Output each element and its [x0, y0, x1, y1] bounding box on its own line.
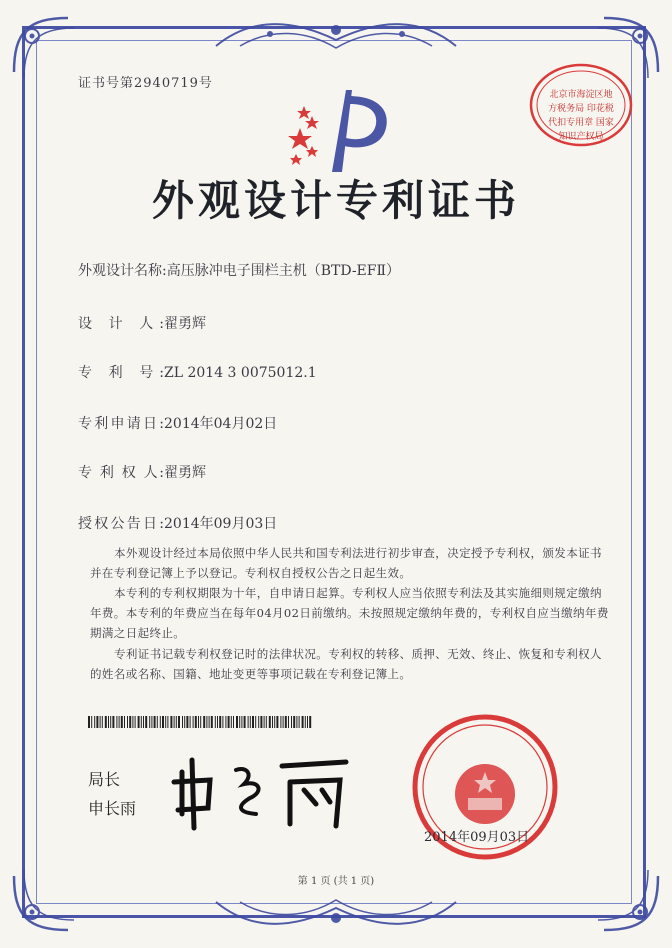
corner-ornament: [8, 850, 94, 936]
barcode-bar: [91, 716, 92, 728]
barcode-bar: [132, 716, 133, 728]
paragraph-text: 专利证书记载专利权登记时的法律状况。专利权的转移、质押、无效、终止、恢复和专利权人的姓名或名称、国籍、地址变更等事项记载在专利登记簿上。: [90, 647, 602, 681]
barcode-bar: [138, 716, 140, 728]
top-ornament: [210, 16, 462, 56]
barcode-bar: [209, 716, 210, 728]
barcode-bar: [88, 716, 90, 728]
barcode-bar: [276, 716, 278, 728]
field-label: 专利申请日:: [78, 416, 164, 432]
director-title: 局长: [88, 770, 121, 789]
barcode-bar: [258, 716, 259, 728]
barcode-bar: [145, 716, 147, 728]
barcode-bar: [260, 716, 262, 728]
field-value: 2014年09月03日: [164, 516, 278, 532]
paragraph-text: 本专利的专利权期限为十年，自申请日起算。专利权人应当依照专利法及其实施细则规定缴纳年费。本专利的年费应当在每年04月02日前缴纳。未按照规定缴纳年费的，专利权自应当缴纳年费期满之日起终止。: [90, 586, 609, 640]
patent-number-field: [78, 362, 317, 382]
barcode-bar: [154, 716, 156, 728]
barcode-bar: [264, 716, 265, 728]
barcode-bar: [266, 716, 267, 728]
barcode-bar: [176, 716, 177, 728]
patentee-field: [78, 462, 206, 482]
barcode-bar: [167, 716, 168, 728]
barcode-bar: [157, 716, 158, 728]
barcode-bar: [269, 716, 271, 728]
barcode-bar: [228, 716, 230, 728]
field-value: 翟勇辉: [164, 465, 206, 481]
barcode-bar: [149, 716, 150, 728]
barcode-bar: [96, 716, 98, 728]
design-name-field: [78, 260, 400, 280]
barcode-bar: [274, 716, 275, 728]
tax-stamp-text: 北京市海淀区地方税务局 印花税 代扣专用章 国家知识产权局: [548, 90, 614, 142]
barcode-bar: [302, 716, 304, 728]
barcode-bar: [124, 716, 125, 728]
barcode-bar: [186, 716, 188, 728]
barcode-bar: [116, 716, 117, 728]
cnipa-logo: [282, 88, 394, 174]
barcode-bar: [160, 716, 161, 728]
certificate-number: 证书号第2940719号: [78, 76, 213, 91]
barcode-bar: [272, 716, 273, 728]
body-paragraph: [90, 644, 610, 684]
barcode-bar: [143, 716, 144, 728]
barcode-bar: [141, 716, 142, 728]
barcode-bar: [217, 716, 218, 728]
field-value: ZL 2014 3 0075012.1: [164, 365, 317, 381]
barcode-bar: [182, 716, 183, 728]
barcode-bar: [174, 716, 175, 728]
barcode-bar: [151, 716, 152, 728]
barcode-bar: [110, 716, 111, 728]
field-label: 授权公告日:: [78, 516, 164, 532]
barcode-bar: [112, 716, 114, 728]
barcode-bar: [127, 716, 128, 728]
document-title: 外观设计专利证书: [151, 176, 520, 225]
barcode-bar: [165, 716, 166, 728]
barcode-bar: [244, 716, 246, 728]
application-date-field: [78, 413, 277, 433]
corner-ornament: [578, 850, 664, 936]
barcode-bar: [283, 716, 284, 728]
barcode-bar: [225, 716, 226, 728]
barcode-bar: [121, 716, 123, 728]
barcode-bar: [102, 716, 103, 728]
barcode-bar: [299, 716, 300, 728]
barcode-bar: [233, 716, 234, 728]
barcode-bar: [291, 716, 292, 728]
barcode-bar: [200, 716, 201, 728]
field-value: 2014年04月02日: [164, 416, 278, 432]
barcode-bar: [195, 716, 197, 728]
barcode-bar: [206, 716, 207, 728]
barcode-bar: [252, 716, 254, 728]
barcode-bar: [222, 716, 223, 728]
barcode-bar: [239, 716, 240, 728]
barcode-bar: [100, 716, 101, 728]
barcode-bar: [198, 716, 199, 728]
body-paragraph: [90, 543, 610, 583]
field-label: 专 利 号:: [78, 365, 164, 381]
field-label: 专 利 权 人:: [78, 465, 164, 481]
director-signature: [170, 752, 360, 832]
page-number: 第 1 页 (共 1 页): [297, 876, 375, 887]
field-value: 高压脉冲电子围栏主机（BTD-EFⅡ）: [166, 263, 401, 279]
barcode-bar: [211, 716, 213, 728]
barcode-bar: [94, 716, 95, 728]
barcode-bar: [280, 716, 281, 728]
barcode-bar: [248, 716, 249, 728]
barcode-bar: [170, 716, 172, 728]
field-value: 翟勇辉: [164, 316, 206, 332]
barcode-bar: [255, 716, 256, 728]
designer-field: [78, 313, 206, 333]
barcode-bar: [309, 716, 311, 728]
barcode-bar: [129, 716, 131, 728]
barcode-bar: [193, 716, 194, 728]
grant-date-field: [78, 513, 277, 533]
paragraph-text: 本外观设计经过本局依照中华人民共和国专利法进行初步审查，决定授予专利权，颁发本证书并在专利登记簿上予以登记。专利权自授权公告之日起生效。: [90, 546, 602, 580]
field-label: 外观设计名称:: [78, 263, 167, 279]
barcode-bar: [236, 716, 238, 728]
barcode-bar: [184, 716, 185, 728]
barcode: [88, 716, 314, 728]
barcode-bar: [231, 716, 232, 728]
barcode-bar: [288, 716, 289, 728]
barcode-bar: [162, 716, 164, 728]
barcode-bar: [250, 716, 251, 728]
barcode-bar: [178, 716, 180, 728]
barcode-bar: [241, 716, 242, 728]
barcode-bar: [135, 716, 136, 728]
barcode-bar: [293, 716, 295, 728]
body-paragraph: [90, 583, 610, 643]
barcode-bar: [105, 716, 107, 728]
barcode-bar: [285, 716, 287, 728]
seal-date: 2014年09月03日: [424, 830, 530, 845]
barcode-bar: [219, 716, 221, 728]
barcode-bar: [190, 716, 191, 728]
bottom-ornament: [210, 892, 462, 932]
barcode-bar: [215, 716, 216, 728]
barcode-bar: [307, 716, 308, 728]
director-name: 申长雨: [88, 799, 137, 818]
barcode-bar: [108, 716, 109, 728]
barcode-bar: [119, 716, 120, 728]
barcode-bar: [296, 716, 297, 728]
field-label: 设 计 人:: [78, 316, 164, 332]
barcode-bar: [305, 716, 306, 728]
barcode-bar: [203, 716, 205, 728]
